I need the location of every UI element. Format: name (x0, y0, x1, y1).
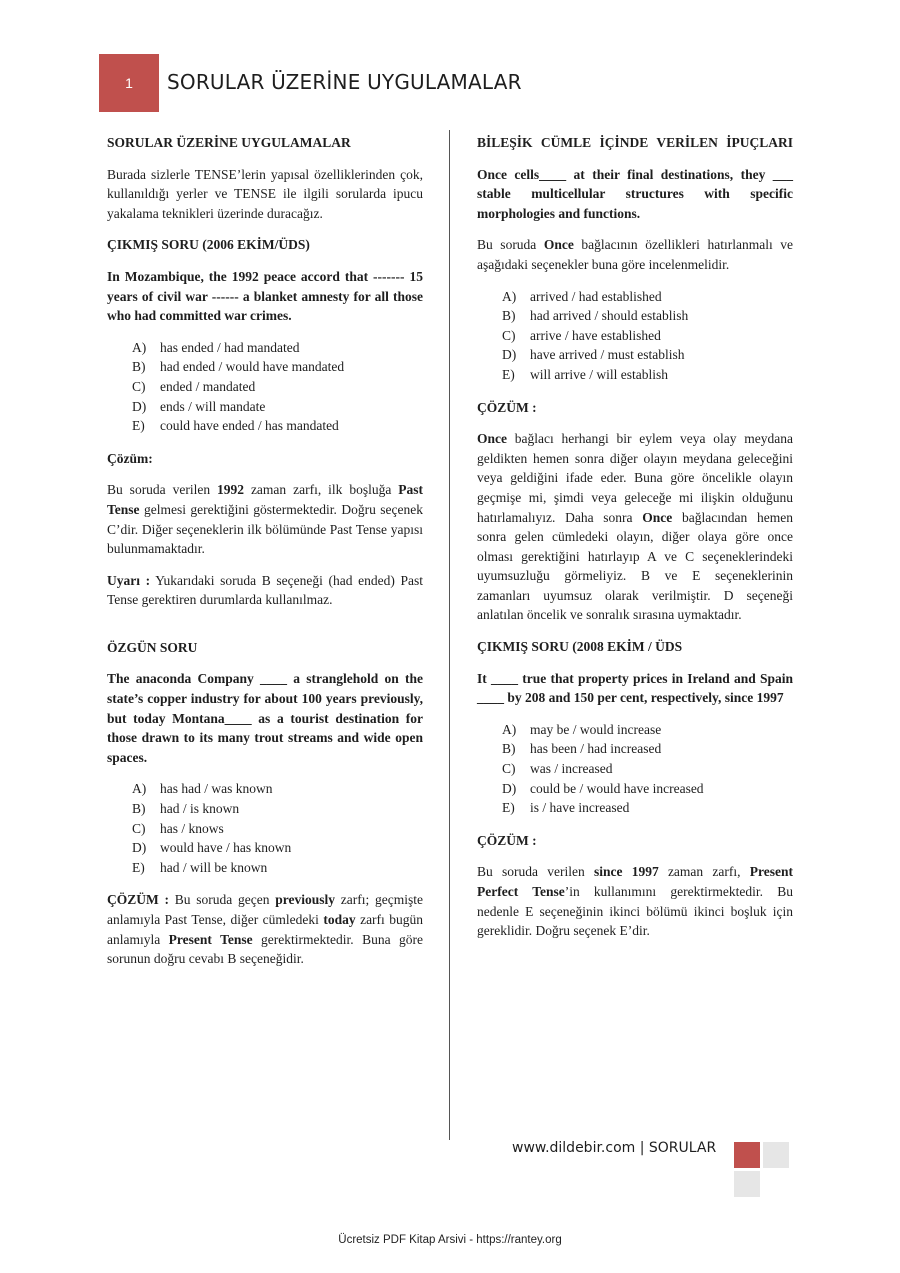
footer-grey-square (734, 1171, 760, 1197)
intro-paragraph: Burada sizlerle TENSE’lerin yapısal özelliklerinden çok, kullanıldığı yerler ve TENSE ile ilgili sorularda ipucu yakalama teknikleri üzerinde duracağız. (107, 166, 423, 221)
footer-url: www.dildebir.com | SORULAR (512, 1140, 717, 1156)
option: A) may be / would increase (502, 721, 662, 737)
question1-options (132, 338, 423, 436)
option: A) has had / was known (132, 781, 273, 797)
option: C) ended / mandated (132, 378, 256, 394)
option: C) was / increased (502, 761, 613, 777)
question2-heading: ÖZGÜN SORU (107, 639, 198, 655)
question1-heading: ÇIKMIŞ SORU (2006 EKİM/ÜDS) (107, 237, 310, 253)
column-divider (449, 130, 450, 1140)
option: E) will arrive / will establish (502, 366, 668, 382)
option: E) is / have increased (502, 800, 630, 816)
option: A) has ended / had mandated (132, 339, 300, 355)
option: D) ends / will mandate (132, 398, 266, 414)
right-column (477, 133, 793, 953)
warning-paragraph: Uyarı : Yukarıdaki soruda B seçeneği (had ended) Past Tense gerektiren durumlarda kullanılmaz. (107, 572, 423, 608)
option: C) arrive / have established (502, 327, 661, 343)
option: B) had arrived / should establish (502, 308, 689, 324)
bottom-note: Ücretsiz PDF Kitap Arsivi - https://rantey.org (338, 1234, 562, 1246)
footer-grey-square (763, 1142, 789, 1168)
option: D) would have / has known (132, 840, 292, 856)
question4-options (502, 720, 793, 818)
solution1-heading: Çözüm: (107, 450, 153, 466)
footer-accent-square (734, 1142, 760, 1168)
option: A) arrived / had established (502, 288, 662, 304)
question1-text: In Mozambique, the 1992 peace accord that ------- 15 years of civil war ------ a blanket amnesty for all those who had committed war crimes. (107, 268, 423, 324)
option: D) could be / would have increased (502, 780, 704, 796)
page-header-title: SORULAR ÜZERİNE UYGULAMALAR (167, 70, 522, 94)
solution3-heading: ÇÖZÜM : (477, 399, 537, 415)
option: C) has / knows (132, 820, 224, 836)
left-column (107, 133, 423, 981)
question3-options (502, 287, 793, 385)
solution1-paragraph: Bu soruda verilen 1992 zaman zarfı, ilk boşluğa Past Tense gelmesi gerektiğini göstermektedir. Doğru seçenek C’dir. Diğer seçeneklerin ilk bölümünde Past Tense yapısı bulunmamaktadır. (107, 482, 423, 557)
question3-text: Once cells____ at their final destinations, they ___ stable multicellular structures with specific morphologies and functions. (477, 166, 793, 221)
section-heading: BİLEŞİK CÜMLE İÇİNDE VERİLEN İPUÇLARI (477, 135, 793, 150)
question4-heading: ÇIKMIŞ SORU (2008 EKİM / ÜDS (477, 639, 683, 655)
page-number: 1 (125, 75, 133, 91)
option: D) have arrived / must establish (502, 347, 685, 363)
question3-intro: Bu soruda Once bağlacının özellikleri hatırlanmalı ve aşağıdaki seçenekler buna göre incelenmelidir. (477, 237, 793, 272)
solution4-paragraph: Bu soruda verilen since 1997 zaman zarfı, Present Perfect Tense’in kullanımını gerektirmektedir. Bu nedenle E seçeneğinin ikinci bölümü ikinci boşluk için gereklidir. Doğru seçenek E’dir. (477, 864, 794, 939)
option: B) has been / had increased (502, 741, 662, 757)
option: E) could have ended / has mandated (132, 418, 339, 434)
solution3-paragraph: Once bağlacı herhangi bir eylem veya olay meydana geldikten hemen sonra diğer olayın meydana geleceğini veya geldiğini ifade eder. Buna göre öncelikle olayın geçmişe mi, şimdi veya geleceğe mi ilişkin olduğunu hatırlamalıyız. Daha sonra Once bağlacından hemen sonra gelen cümledeki olayın, diğer olaya göre once olması gerektiğini hatırlayıp A ve C seçeneklerindeki uyumsuzluğu görmeliyiz. B ve E seçeneklerinin zamanları uyumsuz olarak verilmiştir. D seçeneği anlatılan öncelik ve sonralık sırasına uymaktadır. (477, 431, 793, 623)
solution4-heading: ÇÖZÜM : (477, 832, 537, 848)
solution2-paragraph: ÇÖZÜM : Bu soruda geçen previously zarfı; geçmişte anlamıyla Past Tense, diğer cümledeki today zarfı bugün anlamıyla Present Tense gerektirmektedir. Buna göre sorunun doğru cevabı B seçeneğidir. (107, 892, 423, 967)
page-number-badge (99, 54, 159, 112)
option: E) had / will be known (132, 859, 268, 875)
question2-options (132, 779, 423, 877)
option: B) had ended / would have mandated (132, 359, 345, 375)
section-heading: SORULAR ÜZERİNE UYGULAMALAR (107, 135, 351, 150)
question4-text: It ____ true that property prices in Ireland and Spain ____ by 208 and 150 per cent, respectively, since 1997 (477, 670, 793, 706)
option: B) had / is known (132, 801, 240, 817)
question2-text: The anaconda Company ____ a stranglehold on the state’s copper industry for about 100 years previously, but today Montana____ as a tourist destination for those drawn to its many trout streams and wide open spaces. (107, 671, 423, 765)
